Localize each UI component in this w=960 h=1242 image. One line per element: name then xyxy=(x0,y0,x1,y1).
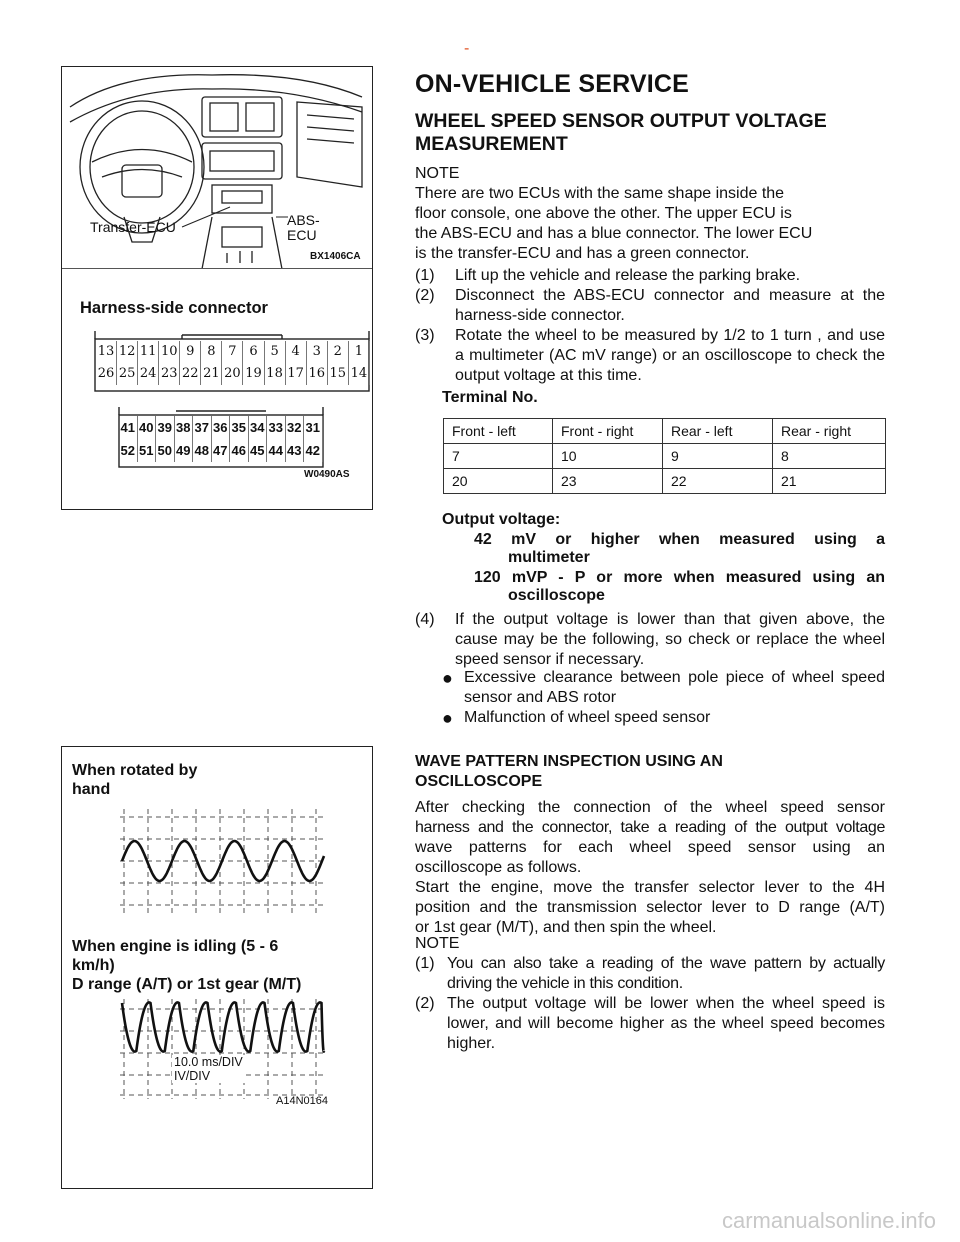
wave-plot-hand xyxy=(120,809,326,915)
section-subtitle-line1: WHEEL SPEED SENSOR OUTPUT VOLTAGE xyxy=(415,110,827,132)
connector-pin: 46 xyxy=(230,439,249,462)
bullet-icon: ● xyxy=(442,708,453,728)
output-voltage-label: Output voltage: xyxy=(442,511,561,528)
connector-pin: 25 xyxy=(117,363,138,385)
table-header-cell: Rear - right xyxy=(773,419,886,444)
section-subtitle xyxy=(415,110,827,156)
connector-pin: 1 xyxy=(349,341,370,363)
label-line: When rotated by xyxy=(72,762,198,779)
connector-pin: 5 xyxy=(265,341,286,363)
bullet-item xyxy=(442,708,885,728)
connector-pin: 14 xyxy=(349,363,370,385)
connector-pin: 36 xyxy=(212,416,231,439)
connector-title: Harness-side connector xyxy=(80,299,268,317)
note-text xyxy=(415,184,812,264)
bullet-text: Malfunction of wheel speed sensor xyxy=(464,709,711,726)
paragraph-line: wave patterns for each wheel speed sensor using an xyxy=(415,839,885,856)
note-text: The output voltage will be lower when the wheel speed is lower, and will become higher as the wheel speed becomes higher. xyxy=(447,995,885,1052)
paragraph-line: position and the transmission selector lever to D range (A/T) xyxy=(415,899,885,916)
bullet-item xyxy=(442,668,885,708)
step-number: (3) xyxy=(415,327,435,344)
output-voltage-line: multimeter xyxy=(508,549,590,566)
connector-pin: 43 xyxy=(286,439,305,462)
connector-pin: 52 xyxy=(119,439,138,462)
connector-pin: 18 xyxy=(265,363,286,385)
output-voltage-line: oscilloscope xyxy=(508,587,605,604)
label-idling xyxy=(72,937,301,994)
output-voltage-line: 42 mV or higher when measured using a xyxy=(474,531,885,548)
step-3 xyxy=(415,326,885,386)
table-row xyxy=(444,469,886,494)
step-text: Rotate the wheel to be measured by 1/2 to 1 turn , and use a multimeter (AC mV range) or an oscilloscope to check the output voltage at this time. xyxy=(455,327,885,384)
figure-code-2: W0490AS xyxy=(304,469,350,480)
output-voltage-line: 120 mVP - P or more when measured using an xyxy=(474,569,885,586)
section2-title xyxy=(415,752,723,792)
table-header-cell: Front - right xyxy=(553,419,663,444)
section-title: ON-VEHICLE SERVICE xyxy=(415,70,690,98)
label-line: hand xyxy=(72,781,111,798)
table-cell: 8 xyxy=(773,444,886,469)
connector-pin: 17 xyxy=(286,363,307,385)
connector-pin: 34 xyxy=(249,416,268,439)
connector-pin: 24 xyxy=(138,363,159,385)
note-number: (1) xyxy=(415,955,435,972)
scale-time-label: 10.0 ms/DIV xyxy=(174,1055,243,1069)
connector-pin: 38 xyxy=(175,416,194,439)
connector-pin: 31 xyxy=(304,416,323,439)
connector-pin: 19 xyxy=(243,363,264,385)
connector-pin: 2 xyxy=(328,341,349,363)
connector-pin: 12 xyxy=(117,341,138,363)
step-number: (1) xyxy=(415,267,435,284)
terminal-table xyxy=(443,418,886,494)
label-rotated-by-hand xyxy=(72,761,197,799)
connector-pin: 37 xyxy=(193,416,212,439)
terminal-label: Terminal No. xyxy=(442,389,538,406)
note-label: NOTE xyxy=(415,165,460,182)
connector-pin: 26 xyxy=(96,363,117,385)
section2-title-line1: WAVE PATTERN INSPECTION USING AN xyxy=(415,753,723,770)
paragraph-line: Start the engine, move the transfer selector lever to the 4H xyxy=(415,879,885,896)
step-1 xyxy=(415,266,885,286)
connector-pin: 32 xyxy=(286,416,305,439)
connector-pin: 3 xyxy=(307,341,328,363)
table-header-cell: Front - left xyxy=(444,419,553,444)
connector-pin: 49 xyxy=(175,439,194,462)
wave-plot-idling xyxy=(120,999,326,1099)
note-line: the ABS-ECU and has a blue connector. The lower ECU xyxy=(415,225,813,242)
figure-code-1: BX1406CA xyxy=(310,251,361,262)
connector-pin: 23 xyxy=(159,363,180,385)
note-text: You can also take a reading of the wave pattern by actually driving the vehicle in this condition. xyxy=(447,955,885,992)
bullet-text: Excessive clearance between pole piece of wheel speed sensor and ABS rotor xyxy=(464,669,885,706)
connector-pin: 39 xyxy=(156,416,175,439)
table-header-row xyxy=(444,419,886,444)
label-line: km/h) xyxy=(72,957,115,974)
section2-note-label: NOTE xyxy=(415,935,460,952)
connector-pin: 4 xyxy=(286,341,307,363)
scale-labels xyxy=(172,1055,245,1083)
connector-pin: 35 xyxy=(230,416,249,439)
step-text: Lift up the vehicle and release the parking brake. xyxy=(455,267,801,284)
paragraph-line: or 1st gear (M/T), and then spin the wheel. xyxy=(415,919,717,936)
connector-pin: 45 xyxy=(249,439,268,462)
note-line: is the transfer-ECU and has a green connector. xyxy=(415,245,750,262)
connector-pin: 16 xyxy=(307,363,328,385)
note-line: floor console, one above the other. The upper ECU is xyxy=(415,205,792,222)
top-mark: - xyxy=(464,40,470,57)
connector-pin: 15 xyxy=(328,363,349,385)
divider xyxy=(62,268,372,269)
connector-1-pins xyxy=(96,341,370,385)
section2-title-line2: OSCILLOSCOPE xyxy=(415,773,543,790)
connector-pin: 6 xyxy=(243,341,264,363)
connector-pin: 33 xyxy=(267,416,286,439)
step-2 xyxy=(415,286,885,326)
connector-pin: 13 xyxy=(96,341,117,363)
section2-paragraph xyxy=(415,798,885,938)
label-abs-ecu xyxy=(287,213,320,243)
connector-pin: 11 xyxy=(138,341,159,363)
label-transfer-ecu: Transfer-ECU xyxy=(90,219,176,235)
connector-2-pins xyxy=(119,416,323,462)
paragraph-line: oscilloscope as follows. xyxy=(415,859,582,876)
table-row xyxy=(444,444,886,469)
note-item-2 xyxy=(415,994,885,1054)
connector-pin: 42 xyxy=(304,439,323,462)
connector-pin: 44 xyxy=(267,439,286,462)
connector-pin: 8 xyxy=(201,341,222,363)
connector-pin: 48 xyxy=(193,439,212,462)
paragraph-line: After checking the connection of the wheel speed sensor xyxy=(415,799,885,816)
step-text: Disconnect the ABS-ECU connector and measure at the harness-side connector. xyxy=(455,287,885,324)
watermark: carmanualsonline.info xyxy=(722,1208,937,1233)
bullet-icon: ● xyxy=(442,668,453,688)
note-number: (2) xyxy=(415,995,435,1012)
figure-dashboard-connector xyxy=(61,66,373,510)
connector-pin: 10 xyxy=(159,341,180,363)
label-abs-ecu-line1: ABS- xyxy=(287,212,320,228)
paragraph-line: harness and the connector, take a reading of the output voltage xyxy=(415,819,885,836)
step-4 xyxy=(415,610,885,670)
figure-code-3: A14N0164 xyxy=(276,1095,328,1107)
table-cell: 21 xyxy=(773,469,886,494)
connector-pin: 9 xyxy=(180,341,201,363)
scale-volt-label: IV/DIV xyxy=(174,1069,211,1083)
connector-pin: 41 xyxy=(119,416,138,439)
connector-pin: 40 xyxy=(138,416,157,439)
table-cell: 22 xyxy=(663,469,773,494)
table-cell: 23 xyxy=(553,469,663,494)
table-cell: 9 xyxy=(663,444,773,469)
connector-pin: 21 xyxy=(201,363,222,385)
step-text: If the output voltage is lower than that given above, the cause may be the following, so check or replace the wheel speed sensor if necessary. xyxy=(455,611,885,668)
label-abs-ecu-line2: ECU xyxy=(287,227,317,243)
table-cell: 20 xyxy=(444,469,553,494)
connector-pin: 20 xyxy=(222,363,243,385)
label-line: D range (A/T) or 1st gear (M/T) xyxy=(72,976,302,993)
connector-pin: 7 xyxy=(222,341,243,363)
connector-pin: 51 xyxy=(138,439,157,462)
step-number: (4) xyxy=(415,611,435,628)
note-line: There are two ECUs with the same shape inside the xyxy=(415,185,785,202)
step-number: (2) xyxy=(415,287,435,304)
connector-pin: 22 xyxy=(180,363,201,385)
table-cell: 10 xyxy=(553,444,663,469)
label-line: When engine is idling (5 - 6 xyxy=(72,938,279,955)
section-subtitle-line2: MEASUREMENT xyxy=(415,133,568,155)
dashboard-illustration xyxy=(62,67,372,269)
figure-wave-patterns xyxy=(61,746,373,1189)
connector-pin: 47 xyxy=(212,439,231,462)
table-cell: 7 xyxy=(444,444,553,469)
connector-pin: 50 xyxy=(156,439,175,462)
note-item-1 xyxy=(415,954,885,994)
table-header-cell: Rear - left xyxy=(663,419,773,444)
